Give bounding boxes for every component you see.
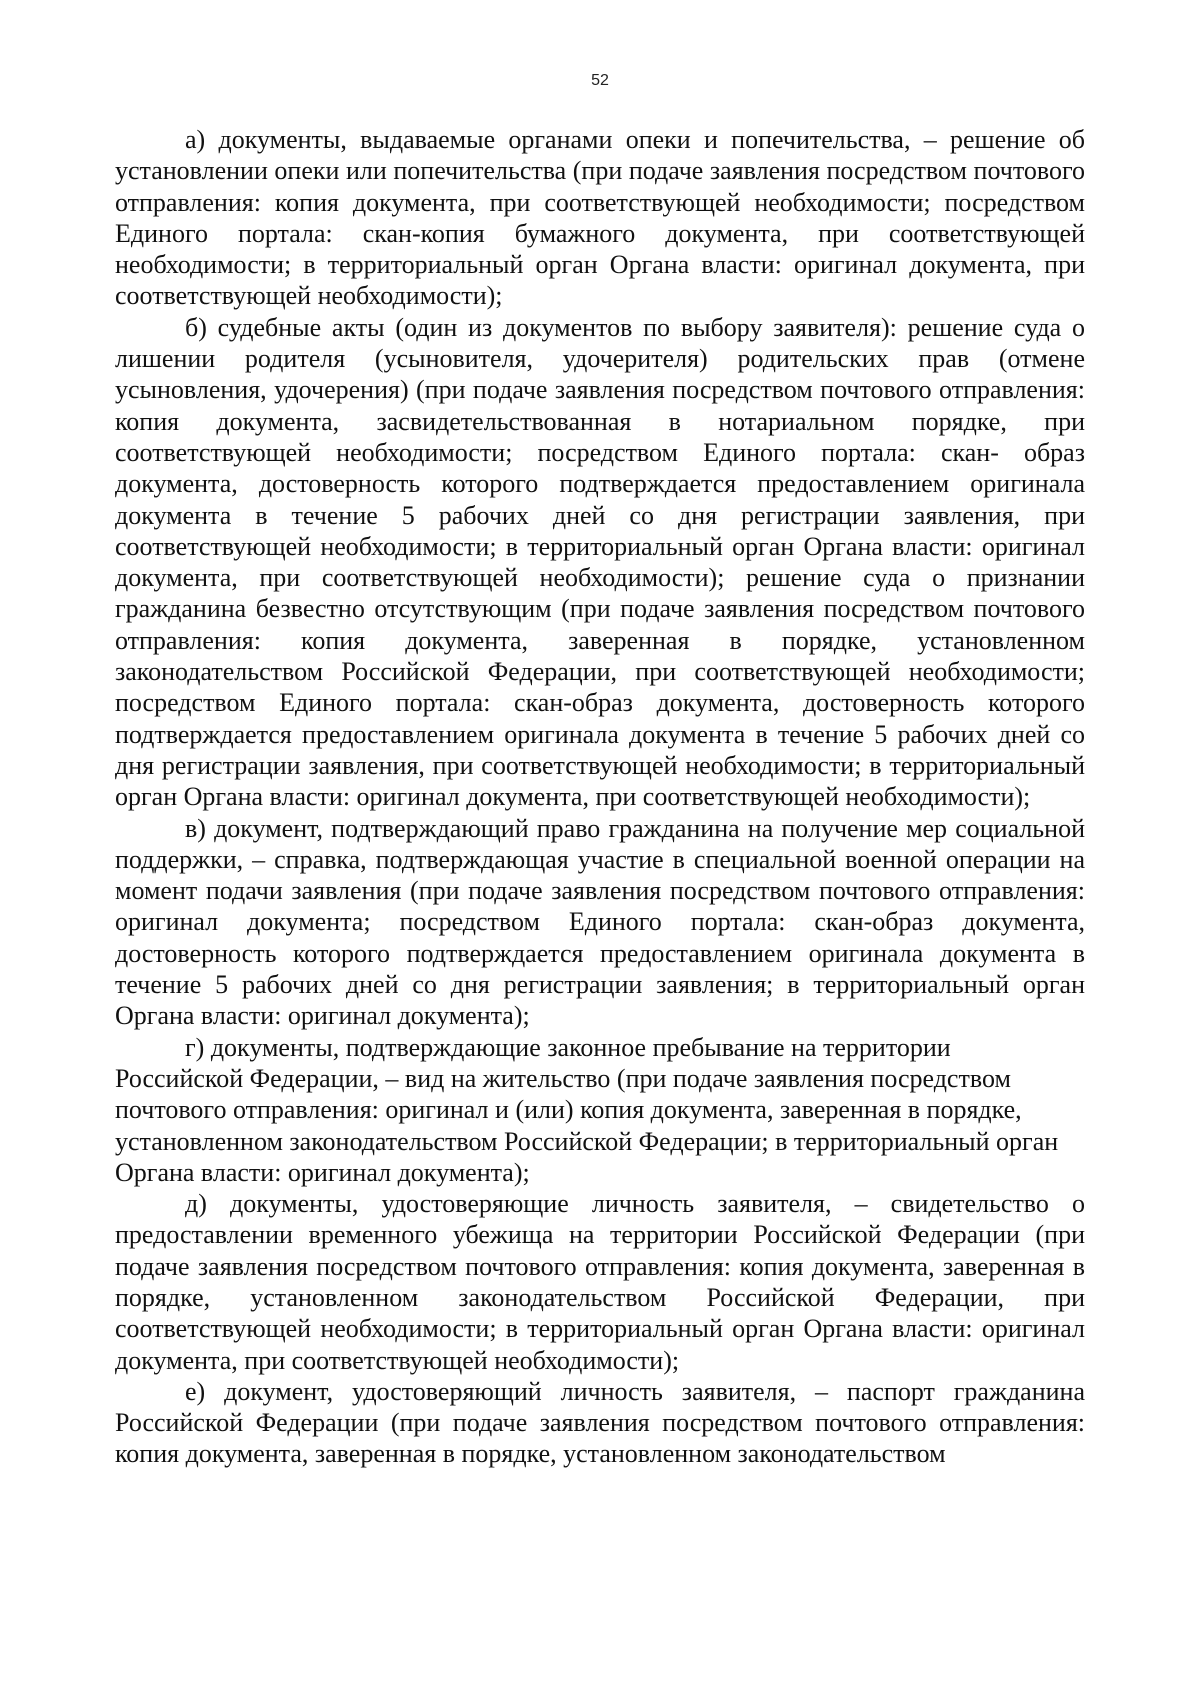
paragraph-g: г) документы, подтверждающие законное пребывание на территории Российской Федерации, – вид на жительство (при подаче заявления посредством почтового отправления: оригинал и (или) копия документа, заверенная в порядке, установленном законодательством Российской Федерации; в территориальный орган Органа власти: оригинал документа); xyxy=(115,1032,1059,1187)
page-number: 52 xyxy=(591,72,609,89)
document-body xyxy=(115,124,1085,1470)
paragraph-b: б) судебные акты (один из документов по выбору заявителя): решение суда о лишении родителя (усыновителя, удочерителя) родительских прав (отмене усыновления, удочерения) (при подаче заявления посредством почтового отправления: копия документа, засвидетельствованная в нотариальном порядке, при соответствующей необходимости; посредством Единого портала: скан- образ документа, достоверность которого подтверждается предоставлением оригинала документа в течение 5 рабочих дней со дня регистрации заявления, при соответствующей необходимости; в территориальный орган Органа власти: оригинал документа, при соответствующей необходимости); решение суда о признании гражданина безвестно отсутствующим (при подаче заявления посредством почтового отправления: копия документа, заверенная в порядке, установленном законодательством Российской Федерации, при соответствующей необходимости; посредством Единого портала: скан-образ документа, достоверность которого подтверждается предоставлением оригинала документа в течение 5 рабочих дней со дня регистрации заявления, при соответствующей необходимости; в территориальный орган Органа власти: оригинал документа, при соответствующей необходимости); xyxy=(115,312,1085,812)
paragraph-e: е) документ, удостоверяющий личность заявителя, – паспорт гражданина Российской Федерации (при подаче заявления посредством почтового отправления: копия документа, заверенная в порядке, установленном законодательством xyxy=(115,1376,1085,1469)
paragraph-d: д) документы, удостоверяющие личность заявителя, – свидетельство о предоставлении временного убежища на территории Российской Федерации (при подаче заявления посредством почтового отправления: копия документа, заверенная в порядке, установленном законодательством Российской Федерации, при соответствующей необходимости; в территориальный орган Органа власти: оригинал документа, при соответствующей необходимости); xyxy=(115,1189,1085,1375)
paragraph-a: а) документы, выдаваемые органами опеки и попечительства, – решение об установлении опеки или попечительства (при подаче заявления посредством почтового отправления: копия документа, при соответствующей необходимости; посредством Единого портала: скан-копия бумажного документа, при соответствующей необходимости; в территориальный орган Органа власти: оригинал документа, при соответствующей необходимости); xyxy=(115,125,1085,311)
paragraph-v: в) документ, подтверждающий право гражданина на получение мер социальной поддержки, – справка, подтверждающая участие в специальной военной операции на момент подачи заявления (при подаче заявления посредством почтового отправления: оригинал документа; посредством Единого портала: скан-образ документа, достоверность которого подтверждается предоставлением оригинала документа в течение 5 рабочих дней со дня регистрации заявления; в территориальный орган Органа власти: оригинал документа); xyxy=(115,813,1085,1031)
